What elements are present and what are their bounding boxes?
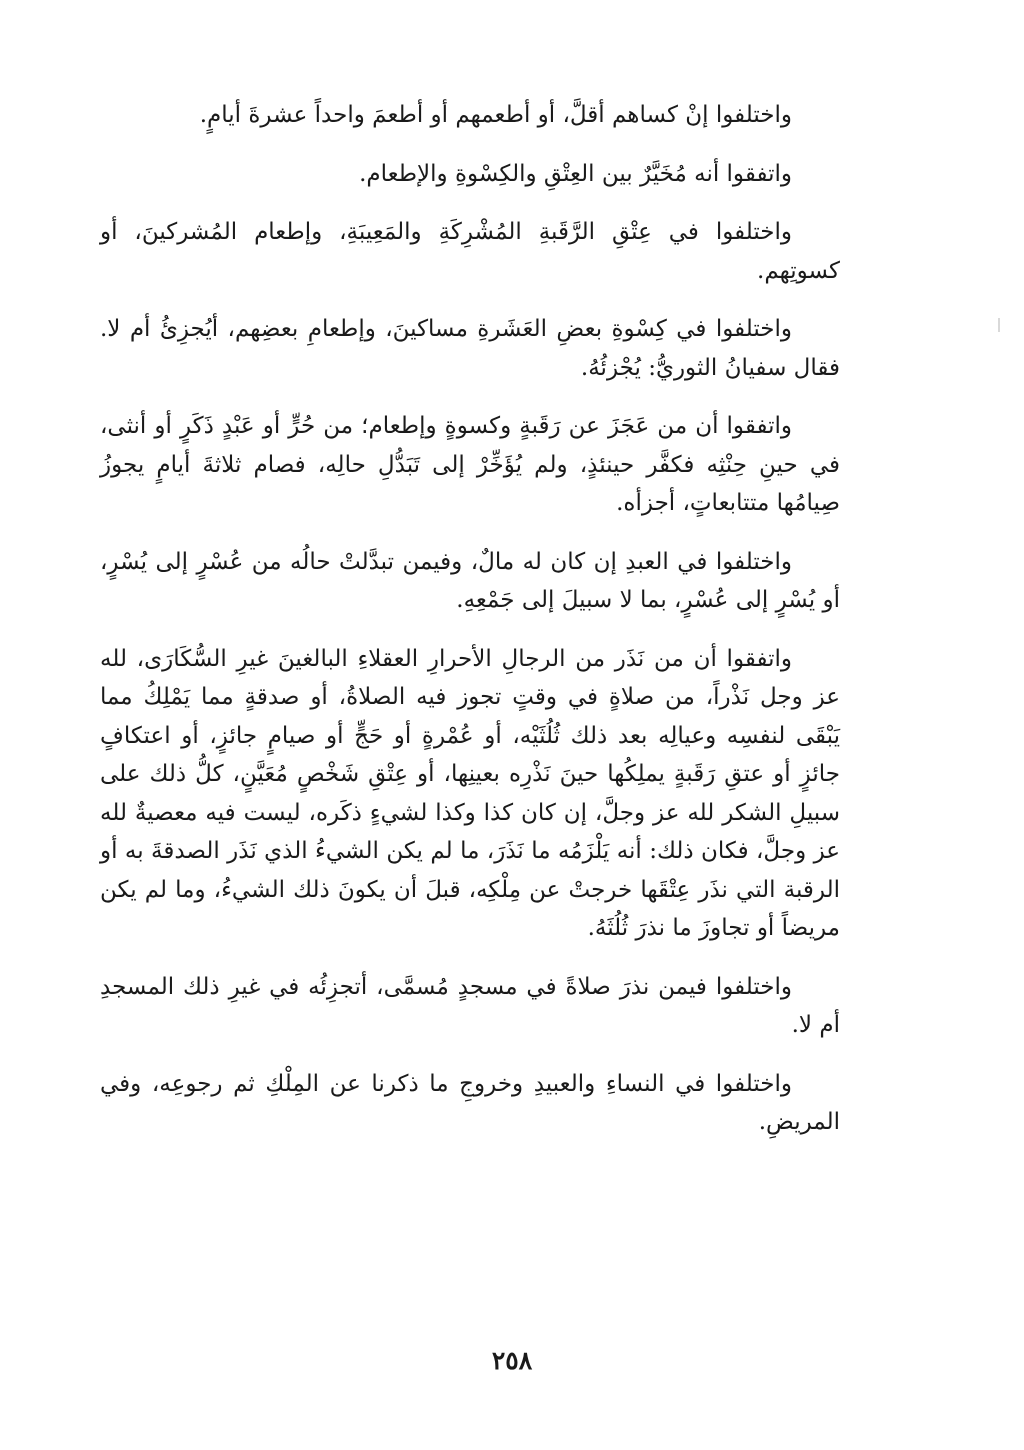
paragraph-2: واتفقوا أنه مُخَيَّرٌ بين العِتْقِ والكِسْوةِ والإطعام. xyxy=(359,160,792,187)
paragraph-9: واختلفوا في النساءِ والعبيدِ وخروجِ ما ذكرنا عن المِلْكِ ثم رجوعِه، وفي المريضِ. xyxy=(100,1070,840,1135)
paragraph-6: واختلفوا في العبدِ إن كان له مالٌ، وفيمن تبدَّلتْ حالُه من عُسْرٍ إلى يُسْرٍ، أو يُسْرٍ إلى عُسْرٍ، بما لا سبيلَ إلى جَمْعِهِ. xyxy=(100,548,840,613)
margin-mark xyxy=(998,318,1000,332)
paragraph-1: واختلفوا إنْ كساهم أقلَّ، أو أطعمهم أو أطعمَ واحداً عشرةَ أيامٍ. xyxy=(199,102,792,128)
paragraph-8: واختلفوا فيمن نذرَ صلاةً في مسجدٍ مُسمَّى، أتجزِئُه في غيرِ ذلك المسجدِ أم لا. xyxy=(100,973,840,1038)
page-number: ٢٥٨ xyxy=(491,1346,533,1375)
paragraph-4: واختلفوا في كِسْوةِ بعضِ العَشَرةِ مساكينَ، وإطعامِ بعضِهم، أيُجزِئُ أم لا. فقال سفيانُ الثوريُّ: يُجْزئُهُ. xyxy=(100,316,840,381)
page-body xyxy=(100,96,840,1162)
paragraph-5: واتفقوا أن من عَجَزَ عن رَقَبةٍ وكسوةٍ وإطعام؛ من حُرٍّ أو عَبْدٍ ذَكَرٍ أو أنثى، في حينِ حِنْثِه فكفَّر حينئذٍ، ولم يُؤَخِّرْ إلى تَبَدُّلِ حالِه، فصام ثلاثةَ أيامٍ يجوزُ صِيامُها متتابعاتٍ، أجزأه. xyxy=(100,413,840,516)
paragraph-3: واختلفوا في عِتْقِ الرَّقَبةِ المُشْرِكَةِ والمَعِيبَةِ، وإطعام المُشركينَ، أو كسوتِهم. xyxy=(100,219,840,284)
paragraph-7: واتفقوا أن من نَذَر من الرجالِ الأحرارِ العقلاءِ البالغينَ غيرِ السُّكَارَى، لله عز وجل نَذْراً، من صلاةٍ في وقتٍ تجوز فيه الصلاةُ، أو صدقةٍ مما يَمْلِكُ مما يَبْقَى لنفسِه وعيالِه بعد ذلك ثُلُثَيْه، أو عُمْرةٍ أو حَجٍّ أو صيامٍ جائزٍ، أو اعتكافٍ جائزٍ أو عتقِ رَقَبةٍ يملِكُها حينَ نَذْرِه بعينِها، أو عِتْقِ شَخْصٍ مُعَيَّنٍ، كلُّ ذلك على سبيلِ الشكر لله عز وجلَّ، إن كان كذا وكذا لشيءٍ ذكَره، ليست فيه معصيةٌ لله عز وجلَّ، فكان ذلك: أنه يَلْزَمُه ما نَذَرَ، ما لم يكن الشيءُ الذي نَذَر الصدقةَ به أو الرقبة التي نذَر عِتْقَها خرجتْ عن مِلْكِه، قبلَ أن يكونَ ذلك الشيءُ، وما لم يكن مريضاً أو تجاوزَ ما نذرَ ثُلُثَهُ. xyxy=(100,645,840,941)
